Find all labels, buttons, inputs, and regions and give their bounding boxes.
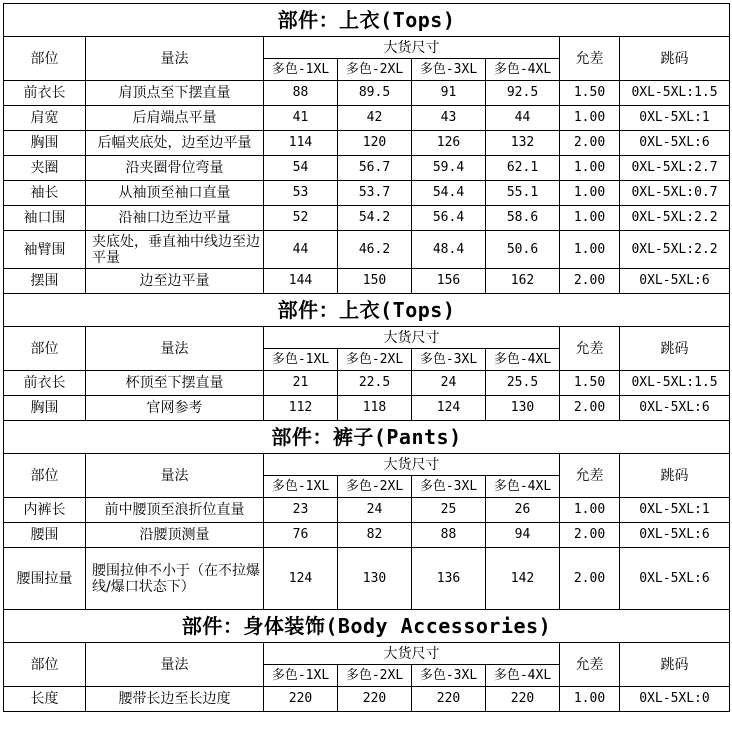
header-row bbox=[4, 643, 730, 665]
cell-size-value: 24 bbox=[338, 498, 412, 523]
cell-tolerance: 1.00 bbox=[560, 498, 620, 523]
cell-method: 杯顶至下摆直量 bbox=[86, 371, 264, 396]
cell-size-value: 41 bbox=[264, 106, 338, 131]
cell-part: 长度 bbox=[4, 687, 86, 712]
cell-tolerance: 1.00 bbox=[560, 206, 620, 231]
cell-size-value: 23 bbox=[264, 498, 338, 523]
cell-size-value: 118 bbox=[338, 396, 412, 421]
cell-size-value: 124 bbox=[412, 396, 486, 421]
cell-size-value: 62.1 bbox=[486, 156, 560, 181]
cell-size-value: 46.2 bbox=[338, 231, 412, 269]
table-row bbox=[4, 106, 730, 131]
header-tolerance: 允差 bbox=[560, 37, 620, 81]
cell-tolerance: 2.00 bbox=[560, 131, 620, 156]
cell-size-value: 130 bbox=[486, 396, 560, 421]
header-size: 多色-1XL bbox=[264, 665, 338, 687]
cell-size-value: 25.5 bbox=[486, 371, 560, 396]
cell-tolerance: 1.00 bbox=[560, 231, 620, 269]
cell-size-value: 59.4 bbox=[412, 156, 486, 181]
section-title-row bbox=[4, 421, 730, 454]
cell-part: 内裤长 bbox=[4, 498, 86, 523]
section-title-row bbox=[4, 4, 730, 37]
header-size: 多色-2XL bbox=[338, 665, 412, 687]
header-size: 多色-3XL bbox=[412, 665, 486, 687]
cell-size-value: 124 bbox=[264, 548, 338, 610]
cell-tolerance: 1.00 bbox=[560, 687, 620, 712]
table-row bbox=[4, 231, 730, 269]
header-tolerance: 允差 bbox=[560, 643, 620, 687]
section-title: 部件：身体装饰(Body Accessories) bbox=[4, 610, 730, 643]
cell-size-value: 150 bbox=[338, 269, 412, 294]
header-size-group: 大货尺寸 bbox=[264, 643, 560, 665]
header-grade: 跳码 bbox=[620, 327, 730, 371]
header-size-group: 大货尺寸 bbox=[264, 37, 560, 59]
cell-part: 袖口围 bbox=[4, 206, 86, 231]
header-row bbox=[4, 37, 730, 59]
cell-size-value: 43 bbox=[412, 106, 486, 131]
cell-part: 前衣长 bbox=[4, 81, 86, 106]
cell-size-value: 220 bbox=[412, 687, 486, 712]
header-method: 量法 bbox=[86, 454, 264, 498]
cell-size-value: 56.7 bbox=[338, 156, 412, 181]
cell-size-value: 132 bbox=[486, 131, 560, 156]
cell-size-value: 89.5 bbox=[338, 81, 412, 106]
cell-size-value: 82 bbox=[338, 523, 412, 548]
cell-method: 后幅夹底处，边至边平量 bbox=[86, 131, 264, 156]
cell-size-value: 220 bbox=[264, 687, 338, 712]
table-row bbox=[4, 548, 730, 610]
cell-size-value: 126 bbox=[412, 131, 486, 156]
header-size: 多色-1XL bbox=[264, 476, 338, 498]
cell-grade: 0XL-5XL:2.7 bbox=[620, 156, 730, 181]
cell-size-value: 120 bbox=[338, 131, 412, 156]
header-row bbox=[4, 454, 730, 476]
cell-part: 前衣长 bbox=[4, 371, 86, 396]
cell-method: 官网参考 bbox=[86, 396, 264, 421]
cell-part: 肩宽 bbox=[4, 106, 86, 131]
cell-tolerance: 1.50 bbox=[560, 371, 620, 396]
cell-grade: 0XL-5XL:1.5 bbox=[620, 81, 730, 106]
cell-size-value: 54.2 bbox=[338, 206, 412, 231]
cell-size-value: 53.7 bbox=[338, 181, 412, 206]
cell-grade: 0XL-5XL:6 bbox=[620, 131, 730, 156]
cell-method: 后肩端点平量 bbox=[86, 106, 264, 131]
size-spec-table bbox=[3, 3, 730, 712]
cell-size-value: 220 bbox=[486, 687, 560, 712]
cell-size-value: 54.4 bbox=[412, 181, 486, 206]
cell-size-value: 88 bbox=[264, 81, 338, 106]
cell-size-value: 162 bbox=[486, 269, 560, 294]
header-method: 量法 bbox=[86, 37, 264, 81]
header-size: 多色-2XL bbox=[338, 476, 412, 498]
cell-tolerance: 2.00 bbox=[560, 396, 620, 421]
cell-size-value: 76 bbox=[264, 523, 338, 548]
cell-tolerance: 1.00 bbox=[560, 106, 620, 131]
header-size: 多色-4XL bbox=[486, 59, 560, 81]
cell-size-value: 26 bbox=[486, 498, 560, 523]
header-tolerance: 允差 bbox=[560, 327, 620, 371]
header-method: 量法 bbox=[86, 643, 264, 687]
header-grade: 跳码 bbox=[620, 454, 730, 498]
cell-grade: 0XL-5XL:1 bbox=[620, 106, 730, 131]
header-part: 部位 bbox=[4, 454, 86, 498]
cell-size-value: 144 bbox=[264, 269, 338, 294]
cell-part: 腰围 bbox=[4, 523, 86, 548]
cell-method: 沿夹圈骨位弯量 bbox=[86, 156, 264, 181]
cell-tolerance: 1.50 bbox=[560, 81, 620, 106]
cell-size-value: 42 bbox=[338, 106, 412, 131]
cell-size-value: 48.4 bbox=[412, 231, 486, 269]
cell-size-value: 94 bbox=[486, 523, 560, 548]
header-grade: 跳码 bbox=[620, 37, 730, 81]
cell-size-value: 92.5 bbox=[486, 81, 560, 106]
cell-method: 沿腰顶测量 bbox=[86, 523, 264, 548]
cell-size-value: 24 bbox=[412, 371, 486, 396]
table-row bbox=[4, 156, 730, 181]
cell-size-value: 22.5 bbox=[338, 371, 412, 396]
header-size: 多色-4XL bbox=[486, 349, 560, 371]
header-grade: 跳码 bbox=[620, 643, 730, 687]
header-size: 多色-1XL bbox=[264, 59, 338, 81]
cell-part: 胸围 bbox=[4, 131, 86, 156]
cell-grade: 0XL-5XL:0.7 bbox=[620, 181, 730, 206]
cell-size-value: 50.6 bbox=[486, 231, 560, 269]
header-part: 部位 bbox=[4, 643, 86, 687]
cell-part: 夹圈 bbox=[4, 156, 86, 181]
cell-size-value: 130 bbox=[338, 548, 412, 610]
cell-size-value: 54 bbox=[264, 156, 338, 181]
cell-size-value: 56.4 bbox=[412, 206, 486, 231]
table-row bbox=[4, 371, 730, 396]
section-title-row bbox=[4, 294, 730, 327]
header-size: 多色-2XL bbox=[338, 59, 412, 81]
cell-part: 袖长 bbox=[4, 181, 86, 206]
header-size: 多色-2XL bbox=[338, 349, 412, 371]
header-row bbox=[4, 327, 730, 349]
cell-grade: 0XL-5XL:2.2 bbox=[620, 231, 730, 269]
header-size: 多色-3XL bbox=[412, 349, 486, 371]
cell-method: 肩顶点至下摆直量 bbox=[86, 81, 264, 106]
cell-method: 腰围拉伸不小于（在不拉爆线/爆口状态下） bbox=[86, 548, 264, 610]
cell-tolerance: 1.00 bbox=[560, 181, 620, 206]
cell-size-value: 112 bbox=[264, 396, 338, 421]
cell-grade: 0XL-5XL:2.2 bbox=[620, 206, 730, 231]
cell-size-value: 91 bbox=[412, 81, 486, 106]
section-title: 部件：上衣(Tops) bbox=[4, 294, 730, 327]
header-part: 部位 bbox=[4, 327, 86, 371]
cell-method: 夹底处，垂直袖中线边至边平量 bbox=[86, 231, 264, 269]
table-row bbox=[4, 131, 730, 156]
cell-method: 沿袖口边至边平量 bbox=[86, 206, 264, 231]
cell-grade: 0XL-5XL:6 bbox=[620, 548, 730, 610]
cell-method: 前中腰顶至浪折位直量 bbox=[86, 498, 264, 523]
table-row bbox=[4, 396, 730, 421]
cell-size-value: 52 bbox=[264, 206, 338, 231]
header-size: 多色-1XL bbox=[264, 349, 338, 371]
cell-grade: 0XL-5XL:6 bbox=[620, 523, 730, 548]
table-row bbox=[4, 269, 730, 294]
table-row bbox=[4, 81, 730, 106]
cell-part: 腰围拉量 bbox=[4, 548, 86, 610]
cell-size-value: 55.1 bbox=[486, 181, 560, 206]
cell-size-value: 53 bbox=[264, 181, 338, 206]
cell-size-value: 44 bbox=[264, 231, 338, 269]
cell-size-value: 142 bbox=[486, 548, 560, 610]
cell-grade: 0XL-5XL:6 bbox=[620, 269, 730, 294]
cell-part: 摆围 bbox=[4, 269, 86, 294]
cell-size-value: 136 bbox=[412, 548, 486, 610]
table-row bbox=[4, 206, 730, 231]
cell-grade: 0XL-5XL:1.5 bbox=[620, 371, 730, 396]
section-title: 部件：裤子(Pants) bbox=[4, 421, 730, 454]
section-title: 部件：上衣(Tops) bbox=[4, 4, 730, 37]
header-size-group: 大货尺寸 bbox=[264, 327, 560, 349]
cell-method: 腰带长边至长边度 bbox=[86, 687, 264, 712]
header-part: 部位 bbox=[4, 37, 86, 81]
header-size-group: 大货尺寸 bbox=[264, 454, 560, 476]
cell-grade: 0XL-5XL:6 bbox=[620, 396, 730, 421]
table-row bbox=[4, 498, 730, 523]
table-row bbox=[4, 181, 730, 206]
cell-size-value: 58.6 bbox=[486, 206, 560, 231]
header-size: 多色-4XL bbox=[486, 665, 560, 687]
cell-size-value: 88 bbox=[412, 523, 486, 548]
table-row bbox=[4, 523, 730, 548]
cell-tolerance: 2.00 bbox=[560, 523, 620, 548]
cell-tolerance: 1.00 bbox=[560, 156, 620, 181]
cell-size-value: 44 bbox=[486, 106, 560, 131]
section-title-row bbox=[4, 610, 730, 643]
cell-grade: 0XL-5XL:0 bbox=[620, 687, 730, 712]
cell-size-value: 156 bbox=[412, 269, 486, 294]
cell-part: 胸围 bbox=[4, 396, 86, 421]
header-size: 多色-4XL bbox=[486, 476, 560, 498]
cell-size-value: 114 bbox=[264, 131, 338, 156]
header-size: 多色-3XL bbox=[412, 476, 486, 498]
cell-tolerance: 2.00 bbox=[560, 269, 620, 294]
table-row bbox=[4, 687, 730, 712]
cell-size-value: 21 bbox=[264, 371, 338, 396]
cell-grade: 0XL-5XL:1 bbox=[620, 498, 730, 523]
cell-tolerance: 2.00 bbox=[560, 548, 620, 610]
cell-part: 袖臂围 bbox=[4, 231, 86, 269]
header-tolerance: 允差 bbox=[560, 454, 620, 498]
cell-method: 边至边平量 bbox=[86, 269, 264, 294]
header-method: 量法 bbox=[86, 327, 264, 371]
cell-method: 从袖顶至袖口直量 bbox=[86, 181, 264, 206]
cell-size-value: 25 bbox=[412, 498, 486, 523]
cell-size-value: 220 bbox=[338, 687, 412, 712]
header-size: 多色-3XL bbox=[412, 59, 486, 81]
